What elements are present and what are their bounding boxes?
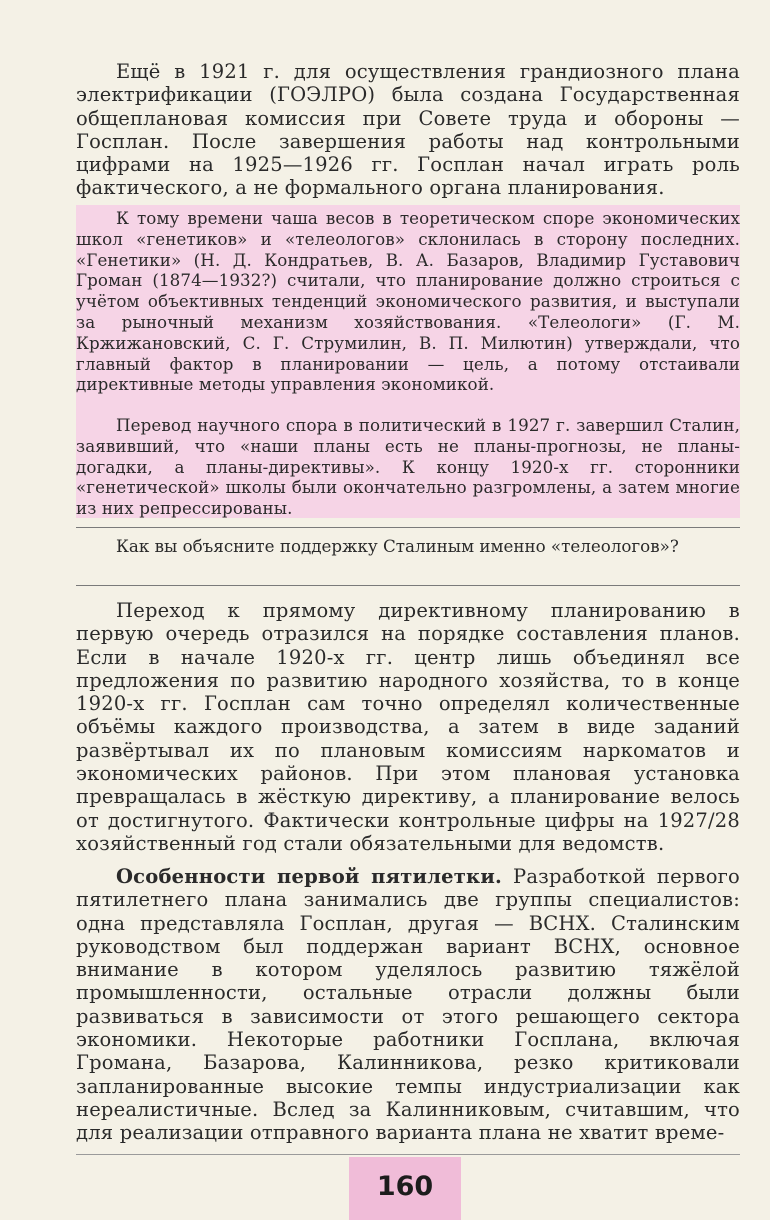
aside-paragraph-genetics-teleology: К тому времени чаша весов в теоретическом споре экономических школ «генетиков» и «телеологов» склонилась в сторону последних. «Генетики» (Н. Д. Кондратьев, В. А. Базаров, Владимир Густавович Громан (1874—1932?) считали, что планирование должно строиться с учётом объективных тенденций экономического развития, и выступали за рыночный механизм хозяйствования. «Телеологи» (Г. М. Кржижановский, С. Г. Струмилин, В. П. Милютин) утверждали, что главный фактор в планировании — цель, а потому отстаивали директивные методы управления экономикой. <box>76 208 740 395</box>
footer-rule <box>76 1154 740 1155</box>
paragraph-directive-planning: Переход к прямому директивному планированию в первую очередь отразился на порядке составления планов. Если в начале 1920-х гг. центр лишь объединял все предложения по развитию народного хозяйства, то в конце 1920-х гг. Госплан сам точно определял количественные объёмы каждого производства, а затем в виде заданий развёртывал их по плановым комиссиям наркоматов и экономических районов. При этом плановая установка превращалась в жёсткую директиву, а планирование велось от достигнутого. Фактически контрольные цифры на 1927/28 хозяйственный год стали обязательными для ведомств. <box>76 599 740 855</box>
paragraph-first-five-year-plan <box>76 865 740 1145</box>
divider-bottom <box>76 585 740 586</box>
section-heading-first-five-year-plan: Особенности первой пятилетки. <box>116 865 502 888</box>
section-body-first-five-year-plan: Разработкой первого пятилетнего плана занимались две группы специалистов: одна представляла Госплан, другая — ВСНХ. Сталинским руководством был поддержан вариант ВСНХ, основное внимание в котором уделялось развитию тяжёлой промышленности, остальные отрасли должны были развиваться в зависимости от этого решающего сектора экономики. Некоторые работники Госплана, включая Громана, Базарова, Калинникова, резко критиковали запланированные высокие темпы индустриализации как нереалистичные. Вслед за Калинниковым, считавшим, что для реализации отправного варианта плана не хватит време- <box>76 865 740 1145</box>
review-question: Как вы объясните поддержку Сталиным именно «телеологов»? <box>116 536 679 556</box>
aside-paragraph-stalin-directives: Перевод научного спора в политический в 1927 г. завершил Сталин, заявивший, что «наши планы есть не планы-прогнозы, не планы-догадки, а планы-директивы». К концу 1920-х гг. сторонники «генетической» школы были окончательно разгромлены, а затем многие из них репрессированы. <box>76 415 740 519</box>
page-number-badge: 160 <box>349 1157 461 1220</box>
paragraph-goelro-gosplan: Ещё в 1921 г. для осуществления грандиозного плана электрификации (ГОЭЛРО) была создана Государственная общеплановая комиссия при Совете труда и обороны — Госплан. После завершения работы над контрольными цифрами на 1925—1926 гг. Госплан начал играть роль фактического, а не формального органа планирования. <box>76 60 740 200</box>
divider-top <box>76 527 740 528</box>
